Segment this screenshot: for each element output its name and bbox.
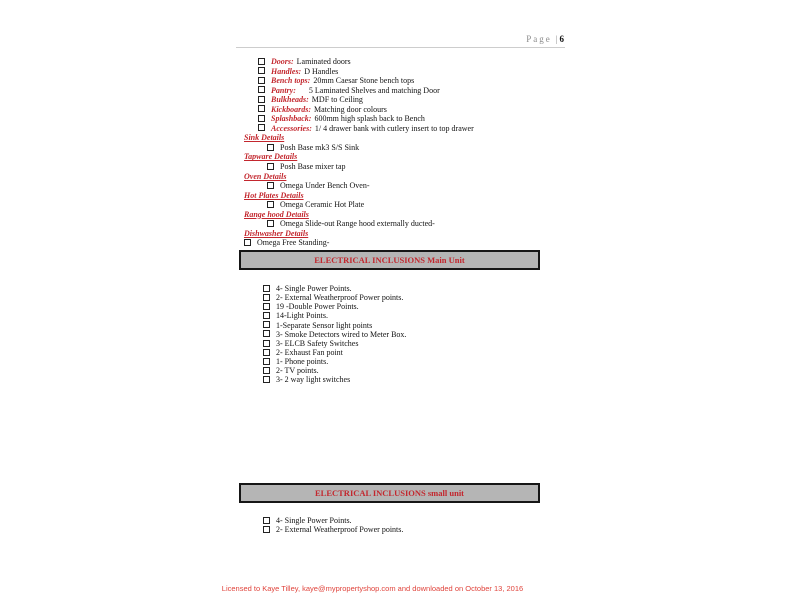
item-value: 19 -Double Power Points. [276,302,359,312]
checklist-item [236,105,581,115]
checkbox-icon [263,349,270,356]
checklist-item [236,525,581,534]
checklist-item [236,238,581,248]
checkbox-icon [258,96,265,103]
section-title-sink: Sink Details [244,133,285,143]
item-value: 2- Exhaust Fan point [276,347,343,357]
checkbox-icon [263,367,270,374]
checklist-item [236,95,581,105]
checklist-item [236,311,581,320]
item-label: Bench tops: [271,76,311,86]
section-title-dishwasher: Dishwasher Details [244,228,309,238]
checklist-item [236,57,581,67]
checklist-item [236,366,581,375]
section-title-oven: Oven Details [244,171,287,181]
checkbox-icon [258,124,265,131]
electrical-small-list [236,516,581,534]
item-value: 1- Phone points. [276,357,329,367]
item-value: 3- Smoke Detectors wired to Meter Box. [276,329,407,339]
checkbox-icon [258,58,265,65]
item-label: Accessories: [271,123,312,133]
item-label: Pantry: [271,85,296,95]
checkbox-icon [267,182,274,189]
page-number: 6 [559,34,564,44]
section-title-rangehood: Range hood Details [244,209,309,219]
checklist-item [236,348,581,357]
checkbox-icon [258,77,265,84]
electrical-main-list [236,284,581,385]
checkbox-icon [263,340,270,347]
checklist-item [236,143,581,153]
checklist-item [236,375,581,384]
page-header-label: Page [526,34,552,44]
item-value: Matching door colours [314,104,387,114]
item-value: MDF to Ceiling [311,95,363,105]
item-value: 1/ 4 drawer bank with cutlery insert to top drawer [314,123,474,133]
item-label: Bulkheads: [271,95,309,105]
checkbox-icon [267,220,274,227]
item-value: 4- Single Power Points. [276,516,352,525]
banner-electrical-main-unit: ELECTRICAL INCLUSIONS Main Unit [239,250,540,270]
checkbox-icon [258,105,265,112]
page-header [236,34,564,44]
checkbox-icon [263,321,270,328]
checkbox-icon [267,201,274,208]
item-value: Omega Under Bench Oven- [280,181,370,191]
item-value: 14-Light Points. [276,311,329,321]
checklist-item [236,339,581,348]
checkbox-icon [263,285,270,292]
checklist-item [236,124,581,134]
checkbox-icon [267,144,274,151]
item-value: 1-Separate Sensor light points [276,320,373,330]
checklist-item [236,219,581,229]
item-label: Doors: [271,57,294,66]
checklist-item [236,293,581,302]
checklist-item [236,330,581,339]
item-value: D Handles [304,66,339,76]
checklist-item [236,357,581,366]
checklist-item [236,86,581,96]
checklist-item [236,516,581,525]
checklist-item [236,76,581,86]
checkbox-icon [258,115,265,122]
kitchen-specification-list [236,57,581,248]
checkbox-icon [244,239,251,246]
checklist-item [236,114,581,124]
banner-electrical-small-unit: ELECTRICAL INCLUSIONS small unit [239,483,540,503]
checkbox-icon [263,294,270,301]
item-label: Kickboards: [271,104,311,114]
item-value: 2- TV points. [276,366,319,376]
item-value: 2- External Weatherproof Power points. [276,525,404,535]
item-value: Posh Base mk3 S/S Sink [280,142,360,152]
item-value: 20mm Caesar Stone bench tops [313,76,415,86]
checkbox-icon [263,312,270,319]
section-title-hotplates: Hot Plates Details [244,190,304,200]
checkbox-icon [263,358,270,365]
checklist-item [236,284,581,293]
item-value: 5 Laminated Shelves and matching Door [298,85,440,95]
checkbox-icon [263,330,270,337]
item-value: 600mm high splash back to Bench [314,114,425,124]
item-value: 4- Single Power Points. [276,284,352,293]
checklist-item [236,321,581,330]
item-value: Omega Free Standing- [257,238,330,248]
checkbox-icon [263,526,270,533]
checkbox-icon [258,86,265,93]
section-title-tapware: Tapware Details [244,152,298,162]
checkbox-icon [263,303,270,310]
checkbox-icon [263,517,270,524]
checklist-item [236,200,581,210]
item-value: 2- External Weatherproof Power points. [276,293,404,303]
item-value: Laminated doors [296,57,351,66]
checklist-item [236,67,581,77]
page-header-separator: | [555,34,558,44]
license-footer: Licensed to Kaye Tilley, kaye@mypropertyshop.com and downloaded on October 13, 2016 [221,584,524,593]
item-label: Handles: [271,66,302,76]
checklist-item [236,302,581,311]
item-value: 3- 2 way light switches [276,375,351,385]
header-rule [236,47,565,48]
item-value: Omega Slide-out Range hood externally ducted- [280,219,435,229]
checklist-item [236,162,581,172]
checklist-item [236,181,581,191]
item-value: 3- ELCB Safety Switches [276,338,359,348]
item-value: Posh Base mixer tap [280,162,346,172]
checkbox-icon [258,67,265,74]
checkbox-icon [263,376,270,383]
item-label: Splashback: [271,114,312,124]
item-value: Omega Ceramic Hot Plate [280,200,365,210]
checkbox-icon [267,163,274,170]
